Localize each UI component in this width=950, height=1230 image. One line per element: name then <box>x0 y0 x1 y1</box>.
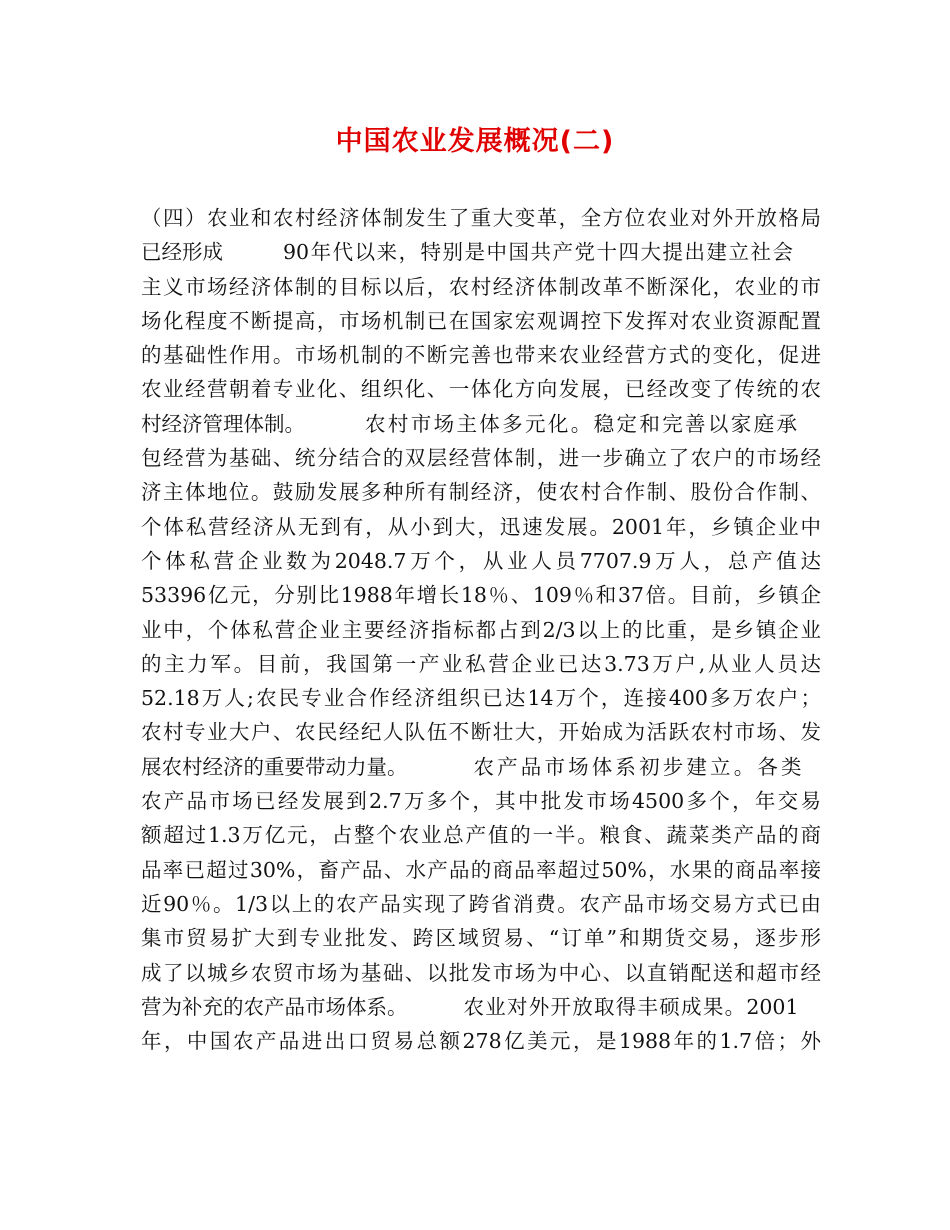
text-segment: 展农村经济的重要带动力量。 <box>141 754 408 779</box>
text-line: 集市贸易扩大到专业批发、跨区域贸易、“订单”和期货交易，逐步形 <box>141 926 821 951</box>
text-line: 包经营为基础、统分结合的双层经营体制，进一步确立了农户的市场经 <box>141 446 821 471</box>
text-line <box>141 750 821 784</box>
text-line: 额超过1.3万亿元，占整个农业总产值的一半。粮食、蔬菜类产品的商 <box>141 823 821 848</box>
text-line: 53396亿元，分别比1988年增长18％、109％和37倍。目前，乡镇企 <box>141 583 821 608</box>
text-line: 成了以城乡农贸市场为基础、以批发市场为中心、以直销配送和超市经 <box>141 960 821 985</box>
text-line: 个体私营经济从无到有，从小到大，迅速发展。2001年，乡镇企业中 <box>141 514 821 539</box>
text-line: 品率已超过30%，畜产品、水产品的商品率超过50%，水果的商品率接 <box>141 857 821 882</box>
text-line <box>141 407 821 441</box>
text-line <box>141 235 821 269</box>
text-line: 业中，个体私营企业主要经济指标都占到2/3以上的比重，是乡镇企业 <box>141 617 821 642</box>
text-line: 济主体地位。鼓励发展多种所有制经济，使农村合作制、股份合作制、 <box>141 480 821 505</box>
text-line: （四）农业和农村经济体制发生了重大变革，全方位农业对外开放格局 <box>141 206 821 230</box>
text-line: 年，中国农产品进出口贸易总额278亿美元，是1988年的1.7倍；外 <box>141 1029 821 1054</box>
text-line <box>141 990 821 1024</box>
text-line: 的基础性作用。市场机制的不断完善也带来农业经营方式的变化，促进 <box>141 343 821 368</box>
document-body <box>141 201 821 1058</box>
text-line: 个体私营企业数为2048.7万个，从业人员7707.9万人，总产值达 <box>141 548 821 573</box>
text-segment: 农业对外开放取得丰硕成果。2001 <box>463 994 799 1019</box>
text-line: 主义市场经济体制的目标以后，农村经济体制改革不断深化，农业的市 <box>141 274 821 299</box>
text-line: 场化程度不断提高，市场机制已在国家宏观调控下发挥对农业资源配置 <box>141 308 821 333</box>
text-segment: 村经济管理体制。 <box>141 411 305 436</box>
text-line: 农产品市场已经发展到2.7万多个，其中批发市场4500多个，年交易 <box>141 789 821 814</box>
text-segment: 营为补充的农产品市场体系。 <box>141 994 408 1019</box>
text-segment: 已经形成 <box>141 240 223 265</box>
document-title: 中国农业发展概况(二) <box>335 126 615 157</box>
text-line: 的主力军。目前，我国第一产业私营企业已达3.73万户,从业人员达 <box>141 651 821 676</box>
text-line: 52.18万人;农民专业合作经济组织已达14万个，连接400多万农户； <box>141 686 821 711</box>
text-segment: 90年代以来，特别是中国共产党十四大提出建立社会 <box>283 240 793 265</box>
text-segment: 农村市场主体多元化。稳定和完善以家庭承 <box>365 411 797 436</box>
text-line: 农村专业大户、农民经纪人队伍不断壮大，开始成为活跃农村市场、发 <box>141 720 821 745</box>
text-line: 近90％。1/3以上的农产品实现了跨省消费。农产品市场交易方式已由 <box>141 891 821 916</box>
text-segment: 农产品市场体系初步建立。各类 <box>473 754 802 779</box>
text-line: 农业经营朝着专业化、组织化、一体化方向发展，已经改变了传统的农 <box>141 377 821 402</box>
